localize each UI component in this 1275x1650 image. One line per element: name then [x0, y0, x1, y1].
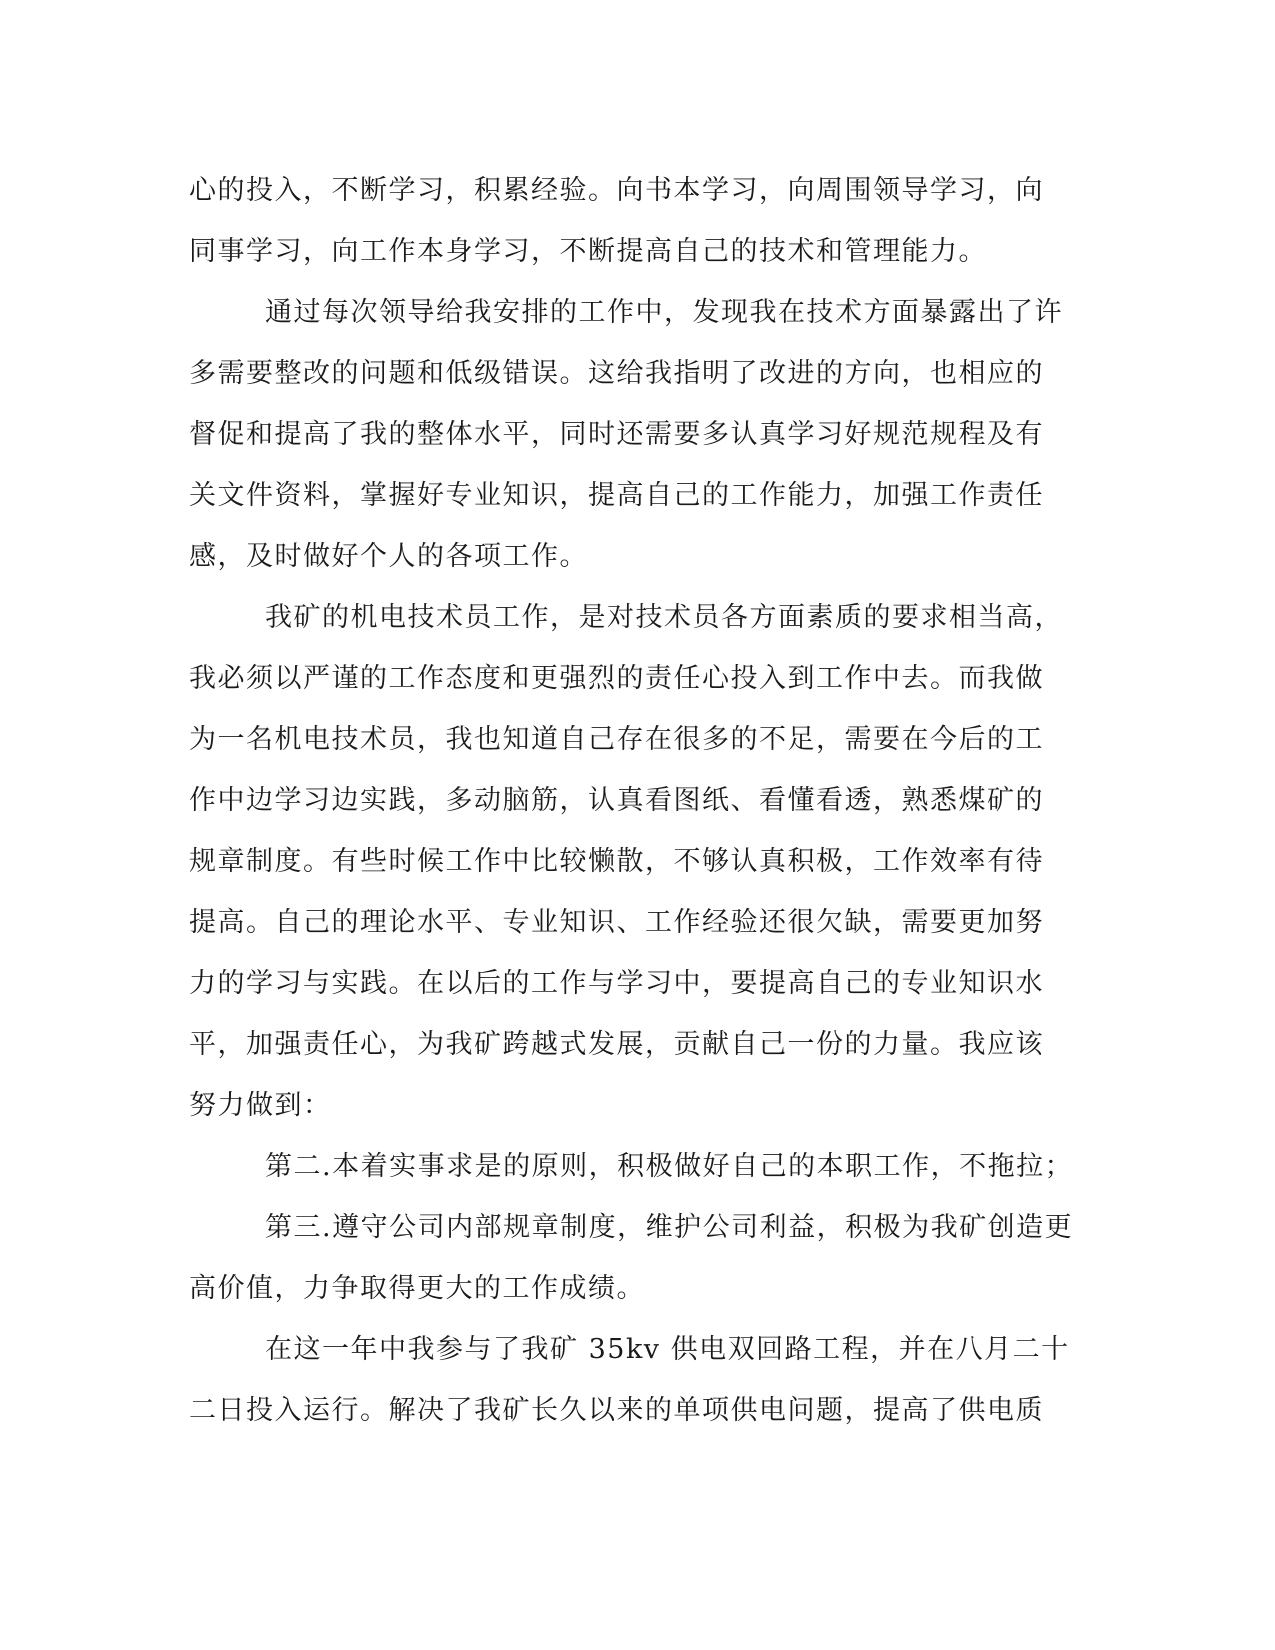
text-line: 同事学习，向工作本身学习，不断提高自己的技术和管理能力。 [189, 236, 987, 267]
text-line: 提高。自己的理论水平、专业知识、工作经验还很欠缺，需要更加努 [189, 907, 1044, 938]
text-line: 力的学习与实践。在以后的工作与学习中，要提高自己的专业知识水 [189, 968, 1044, 999]
text-line: 第二.本着实事求是的原则，积极做好自己的本职工作，不拖拉； [265, 1151, 1074, 1182]
text-line: 第三.遵守公司内部规章制度，维护公司利益，积极为我矿创造更 [265, 1212, 1074, 1243]
text-line: 高价值，力争取得更大的工作成绩。 [189, 1273, 645, 1304]
text-line: 在这一年中我参与了我矿 35kv 供电双回路工程，并在八月二十 [265, 1334, 1070, 1365]
text-line: 努力做到： [189, 1090, 332, 1121]
text-line: 规章制度。有些时候工作中比较懒散，不够认真积极，工作效率有待 [189, 846, 1044, 877]
text-line: 感，及时做好个人的各项工作。 [189, 541, 588, 572]
text-line: 我必须以严谨的工作态度和更强烈的责任心投入到工作中去。而我做 [189, 663, 1044, 694]
text-line: 二日投入运行。解决了我矿长久以来的单项供电问题，提高了供电质 [189, 1395, 1044, 1426]
text-line: 督促和提高了我的整体水平，同时还需要多认真学习好规范规程及有 [189, 419, 1044, 450]
text-line: 平，加强责任心，为我矿跨越式发展，贡献自己一份的力量。我应该 [189, 1029, 1044, 1060]
text-line: 多需要整改的问题和低级错误。这给我指明了改进的方向，也相应的 [189, 358, 1044, 389]
text-line: 心的投入，不断学习，积累经验。向书本学习，向周围领导学习，向 [189, 175, 1044, 206]
text-line: 我矿的机电技术员工作，是对技术员各方面素质的要求相当高， [265, 602, 1063, 633]
body-text [189, 160, 1089, 1441]
text-line: 关文件资料，掌握好专业知识，提高自己的工作能力，加强工作责任 [189, 480, 1044, 511]
text-line: 通过每次领导给我安排的工作中，发现我在技术方面暴露出了许 [265, 297, 1063, 328]
text-line: 为一名机电技术员，我也知道自己存在很多的不足，需要在今后的工 [189, 724, 1044, 755]
text-line: 作中边学习边实践，多动脑筋，认真看图纸、看懂看透，熟悉煤矿的 [189, 785, 1044, 816]
